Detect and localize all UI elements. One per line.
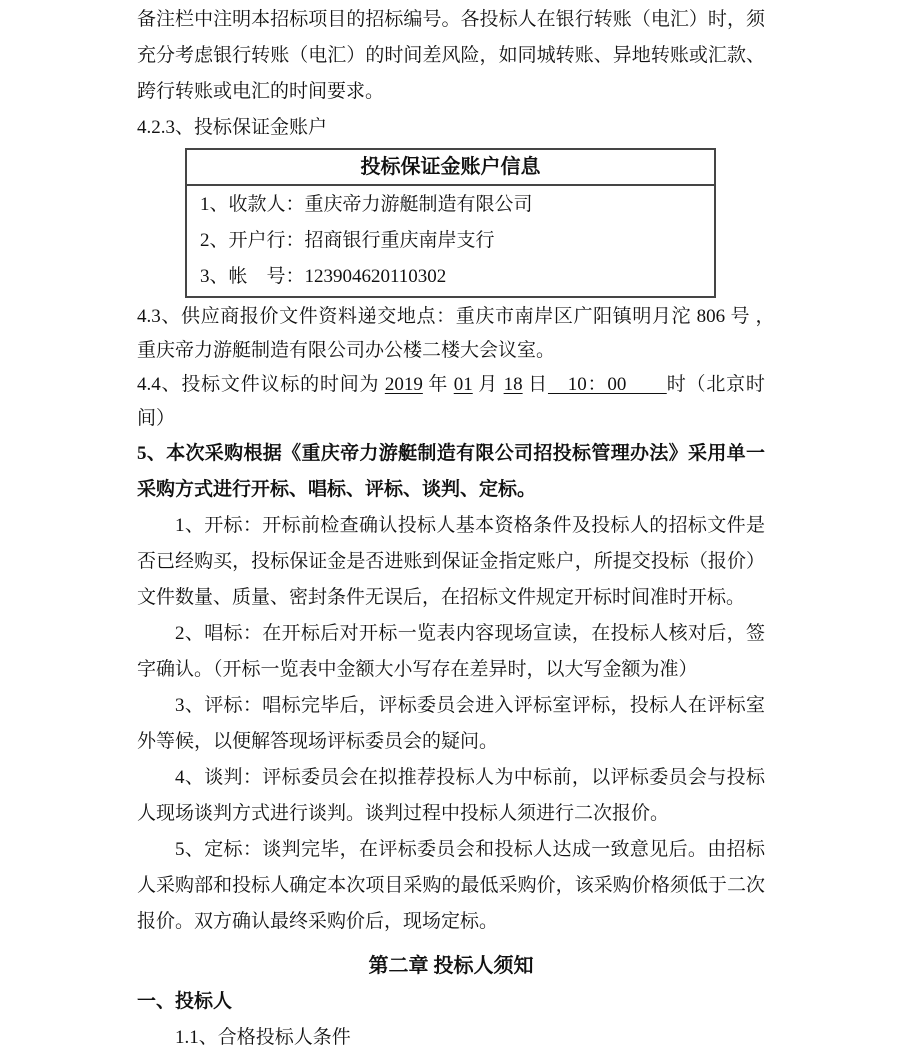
- deposit-account-table: [185, 148, 716, 298]
- table-row-bank: 2、开户行：招商银行重庆南岸支行: [200, 230, 495, 251]
- section-1-1-heading: 1.1、合格投标人条件: [175, 1027, 351, 1048]
- section-4-3-paragraph: 4.3、供应商报价文件资料递交地点：重庆市南岸区广阳镇明月沱 806 号 ， 重庆帝力游艇制造有限公司办公楼二楼大会议室。: [137, 306, 785, 361]
- subsection-2-read-bid: 2、唱标：在开标后对开标一览表内容现场宣读，在投标人核对后，签字确认。（开标一览表中金额大小写存在差异时，以大写金额为准）: [137, 623, 765, 680]
- day-unit: 日: [522, 374, 548, 395]
- subsection-3-evaluate-bid: 3、评标：唱标完毕后，评标委员会进入评标室评标，投标人在评标室外等候，以便解答现场评标委员会的疑问。: [137, 695, 765, 752]
- paragraph-remarks-continuation: 备注栏中注明本招标项目的招标编号。各投标人在银行转账（电汇）时，须充分考虑银行转账（电汇）的时间差风险，如同城转账、异地转账或汇款、跨行转账或电汇的时间要求。: [137, 9, 765, 102]
- table-row-payee: 1、收款人：重庆帝力游艇制造有限公司: [200, 194, 533, 215]
- section-4-4-suffix: 时（北京时间）: [137, 374, 765, 429]
- section-4-2-3-heading: 4.2.3、投标保证金账户: [137, 117, 328, 138]
- chapter-2-title: 第二章 投标人须知: [368, 955, 534, 977]
- year-unit: 年: [422, 374, 454, 395]
- subsection-5-award: 5、定标：谈判完毕，在评标委员会和投标人达成一致意见后。由招标人采购部和投标人确定本次项目采购的最低采购价，该采购价格须低于二次报价。双方确认最终采购价后，现场定标。: [137, 839, 765, 932]
- section-4-4-prefix: 4.4、投标文件议标的时间为: [137, 374, 385, 395]
- bid-time-value: 10：00: [547, 374, 667, 395]
- bid-month-value: 01: [453, 374, 473, 395]
- bid-year-value: 2019: [384, 374, 423, 395]
- bid-day-value: 18: [503, 374, 523, 395]
- deposit-account-table-header: 投标保证金账户信息: [187, 150, 714, 186]
- subsection-4-negotiate: 4、谈判：评标委员会在拟推荐投标人为中标前，以评标委员会与投标人现场谈判方式进行谈判。谈判过程中投标人须进行二次报价。: [137, 767, 765, 824]
- subsection-1-open-bid: 1、开标：开标前检查确认投标人基本资格条件及投标人的招标文件是否已经购买，投标保证金是否进账到保证金指定账户，所提交投标（报价）文件数量、质量、密封条件无误后，在招标文件规定开标时间准时开标。: [137, 515, 765, 608]
- month-unit: 月: [472, 374, 504, 395]
- deposit-account-table-body: [187, 186, 714, 296]
- table-row-account-number: 3、帐 号：123904620110302: [200, 266, 447, 287]
- section-5-paragraph: 5、本次采购根据《重庆帝力游艇制造有限公司招投标管理办法》采用单一采购方式进行开标、唱标、评标、谈判、定标。: [137, 443, 765, 500]
- section-4-4-paragraph: [137, 368, 765, 436]
- section-one-bidder-heading: 一、投标人: [137, 991, 233, 1012]
